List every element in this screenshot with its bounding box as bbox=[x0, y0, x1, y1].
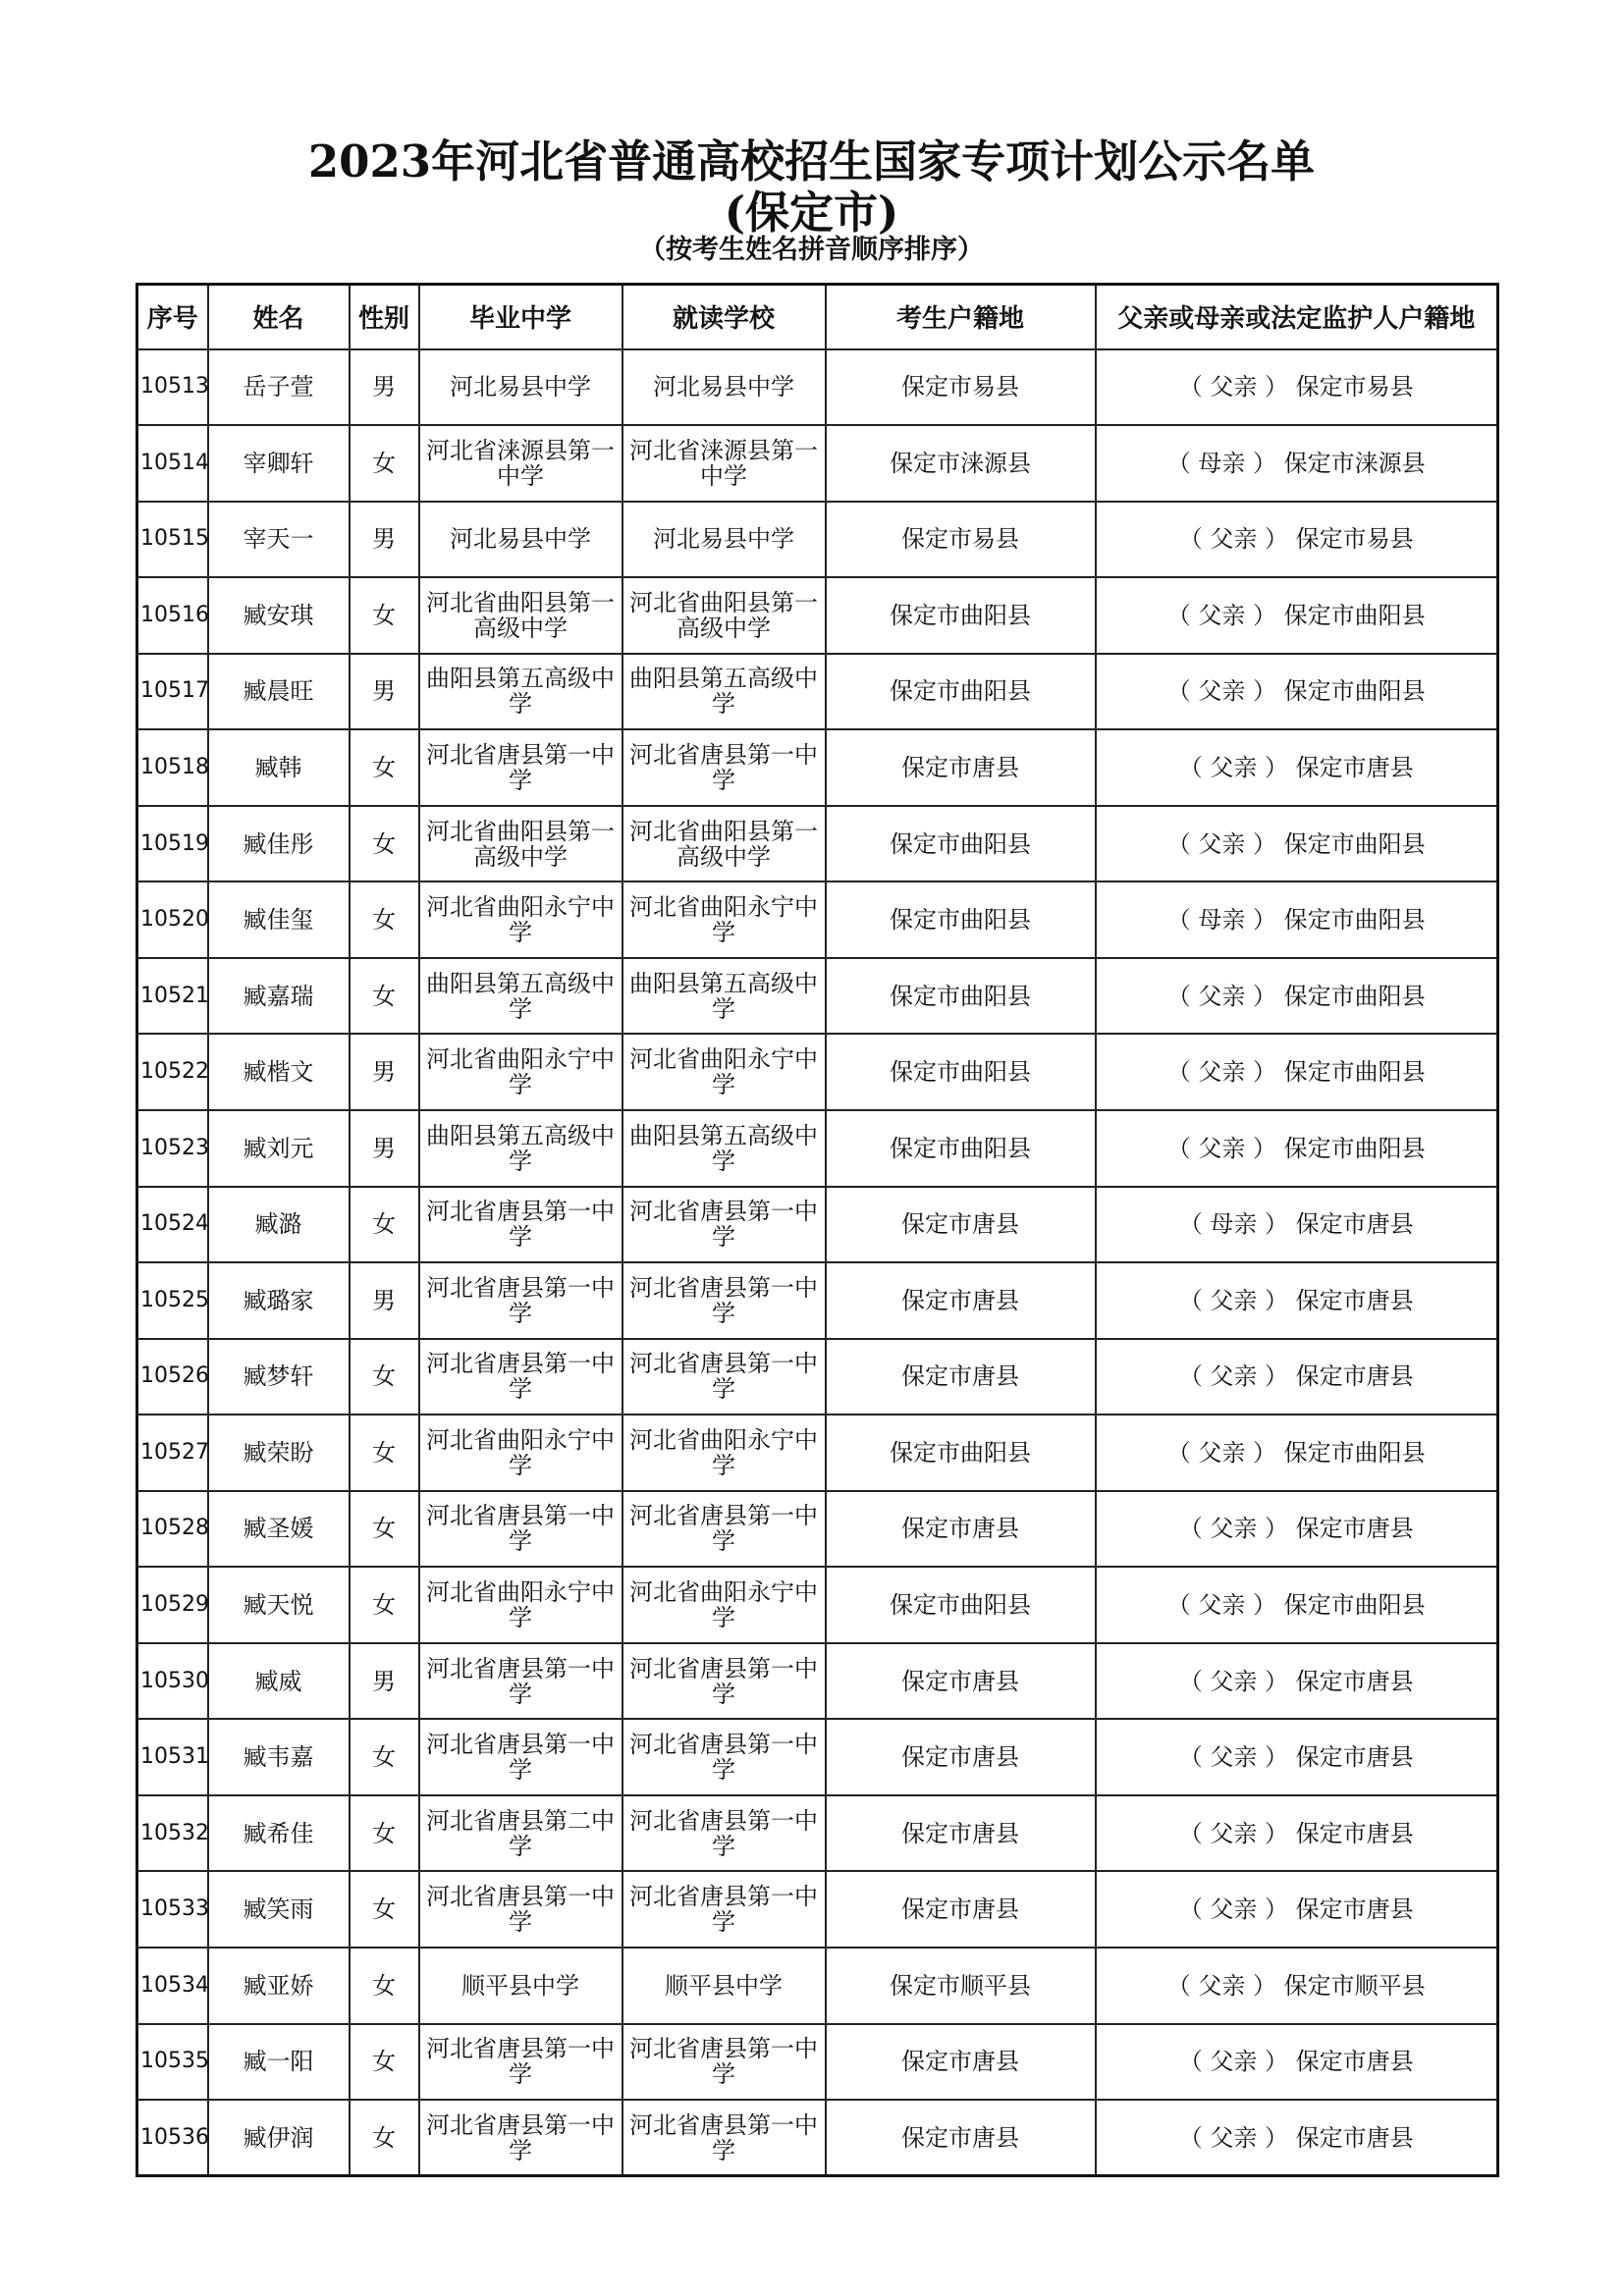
candidate-hukou-cell: 保定市曲阳县 bbox=[826, 1110, 1096, 1187]
serial-cell: 10535 bbox=[137, 2024, 208, 2101]
guardian-hukou-cell: （ 母亲 ） 保定市唐县 bbox=[1096, 1187, 1498, 1263]
table-row bbox=[137, 1643, 1498, 1720]
serial-cell: 10525 bbox=[137, 1262, 208, 1339]
graduation-school-cell: 河北省曲阳永宁中学 bbox=[419, 1567, 622, 1643]
current-school-cell: 河北易县中学 bbox=[622, 502, 826, 578]
current-school-cell: 河北省唐县第一中学 bbox=[622, 1643, 826, 1720]
gender-cell: 女 bbox=[350, 1719, 419, 1795]
current-school-cell: 曲阳县第五高级中学 bbox=[622, 1110, 826, 1187]
gender-cell: 男 bbox=[350, 654, 419, 730]
candidate-hukou-cell: 保定市唐县 bbox=[826, 1187, 1096, 1263]
current-school-cell: 河北省唐县第一中学 bbox=[622, 1339, 826, 1415]
current-school-cell: 河北省曲阳永宁中学 bbox=[622, 1567, 826, 1643]
current-school-cell: 河北省唐县第一中学 bbox=[622, 1491, 826, 1568]
name-cell: 臧韦嘉 bbox=[208, 1719, 350, 1795]
guardian-hukou-cell: （ 父亲 ） 保定市唐县 bbox=[1096, 1871, 1498, 1948]
gender-cell: 女 bbox=[350, 2100, 419, 2176]
graduation-school-cell: 河北省唐县第一中学 bbox=[419, 1719, 622, 1795]
candidate-table bbox=[135, 283, 1499, 2177]
table-row bbox=[137, 1187, 1498, 1263]
current-school-cell: 河北省唐县第一中学 bbox=[622, 729, 826, 806]
candidate-hukou-cell: 保定市曲阳县 bbox=[826, 654, 1096, 730]
table-row bbox=[137, 577, 1498, 654]
candidate-hukou-cell: 保定市曲阳县 bbox=[826, 1415, 1096, 1491]
name-cell: 臧希佳 bbox=[208, 1795, 350, 1872]
name-cell: 臧晨旺 bbox=[208, 654, 350, 730]
name-cell: 臧佳玺 bbox=[208, 881, 350, 958]
name-cell: 臧韩 bbox=[208, 729, 350, 806]
table-row bbox=[137, 1567, 1498, 1643]
name-cell: 臧天悦 bbox=[208, 1567, 350, 1643]
current-school-cell: 河北省唐县第一中学 bbox=[622, 2024, 826, 2101]
guardian-hukou-cell: （ 父亲 ） 保定市曲阳县 bbox=[1096, 958, 1498, 1035]
gender-cell: 女 bbox=[350, 1871, 419, 1948]
candidate-hukou-cell: 保定市唐县 bbox=[826, 1795, 1096, 1872]
graduation-school-cell: 河北省唐县第一中学 bbox=[419, 729, 622, 806]
name-cell: 臧威 bbox=[208, 1643, 350, 1720]
graduation-school-cell: 河北省曲阳永宁中学 bbox=[419, 1034, 622, 1110]
graduation-school-cell: 河北省唐县第一中学 bbox=[419, 1339, 622, 1415]
name-cell: 臧璐家 bbox=[208, 1262, 350, 1339]
guardian-hukou-cell: （ 父亲 ） 保定市唐县 bbox=[1096, 729, 1498, 806]
serial-cell: 10536 bbox=[137, 2100, 208, 2176]
serial-cell: 10529 bbox=[137, 1567, 208, 1643]
current-school-cell: 曲阳县第五高级中学 bbox=[622, 654, 826, 730]
graduation-school-cell: 河北省曲阳永宁中学 bbox=[419, 1415, 622, 1491]
graduation-school-cell: 河北省唐县第一中学 bbox=[419, 1187, 622, 1263]
graduation-school-cell: 河北易县中学 bbox=[419, 502, 622, 578]
gender-cell: 男 bbox=[350, 1262, 419, 1339]
col-header-graduation-school: 毕业中学 bbox=[419, 285, 622, 349]
graduation-school-cell: 河北省唐县第一中学 bbox=[419, 1491, 622, 1568]
guardian-hukou-cell: （ 父亲 ） 保定市唐县 bbox=[1096, 2100, 1498, 2176]
guardian-hukou-cell: （ 父亲 ） 保定市曲阳县 bbox=[1096, 1415, 1498, 1491]
table-header-row bbox=[137, 285, 1498, 349]
current-school-cell: 河北省涞源县第一中学 bbox=[622, 425, 826, 502]
serial-cell: 10528 bbox=[137, 1491, 208, 1568]
graduation-school-cell: 曲阳县第五高级中学 bbox=[419, 654, 622, 730]
document-title: 2023年河北省普通高校招生国家专项计划公示名单 bbox=[307, 135, 1316, 187]
serial-cell: 10532 bbox=[137, 1795, 208, 1872]
serial-cell: 10517 bbox=[137, 654, 208, 730]
graduation-school-cell: 河北省唐县第一中学 bbox=[419, 1871, 622, 1948]
current-school-cell: 河北省唐县第一中学 bbox=[622, 1795, 826, 1872]
table-row bbox=[137, 1339, 1498, 1415]
gender-cell: 男 bbox=[350, 349, 419, 426]
gender-cell: 男 bbox=[350, 1034, 419, 1110]
table-row bbox=[137, 1948, 1498, 2024]
gender-cell: 男 bbox=[350, 1110, 419, 1187]
current-school-cell: 河北省唐县第一中学 bbox=[622, 1187, 826, 1263]
guardian-hukou-cell: （ 父亲 ） 保定市曲阳县 bbox=[1096, 806, 1498, 882]
candidate-hukou-cell: 保定市涞源县 bbox=[826, 425, 1096, 502]
graduation-school-cell: 河北省涞源县第一中学 bbox=[419, 425, 622, 502]
current-school-cell: 河北省唐县第一中学 bbox=[622, 1871, 826, 1948]
serial-cell: 10526 bbox=[137, 1339, 208, 1415]
serial-cell: 10521 bbox=[137, 958, 208, 1035]
guardian-hukou-cell: （ 父亲 ） 保定市易县 bbox=[1096, 349, 1498, 426]
candidate-hukou-cell: 保定市唐县 bbox=[826, 1643, 1096, 1720]
serial-cell: 10527 bbox=[137, 1415, 208, 1491]
guardian-hukou-cell: （ 父亲 ） 保定市唐县 bbox=[1096, 1339, 1498, 1415]
table-row bbox=[137, 806, 1498, 882]
name-cell: 臧潞 bbox=[208, 1187, 350, 1263]
name-cell: 臧梦轩 bbox=[208, 1339, 350, 1415]
guardian-hukou-cell: （ 父亲 ） 保定市唐县 bbox=[1096, 1491, 1498, 1568]
table-row bbox=[137, 349, 1498, 426]
table-row bbox=[137, 729, 1498, 806]
gender-cell: 男 bbox=[350, 502, 419, 578]
guardian-hukou-cell: （ 母亲 ） 保定市曲阳县 bbox=[1096, 881, 1498, 958]
graduation-school-cell: 河北省唐县第一中学 bbox=[419, 2100, 622, 2176]
guardian-hukou-cell: （ 父亲 ） 保定市曲阳县 bbox=[1096, 1567, 1498, 1643]
name-cell: 臧楷文 bbox=[208, 1034, 350, 1110]
gender-cell: 女 bbox=[350, 881, 419, 958]
table-row bbox=[137, 1719, 1498, 1795]
name-cell: 岳子萱 bbox=[208, 349, 350, 426]
guardian-hukou-cell: （ 母亲 ） 保定市涞源县 bbox=[1096, 425, 1498, 502]
name-cell: 臧亚娇 bbox=[208, 1948, 350, 2024]
table-row bbox=[137, 425, 1498, 502]
gender-cell: 女 bbox=[350, 729, 419, 806]
current-school-cell: 河北易县中学 bbox=[622, 349, 826, 426]
gender-cell: 女 bbox=[350, 1948, 419, 2024]
table-row bbox=[137, 1795, 1498, 1872]
serial-cell: 10524 bbox=[137, 1187, 208, 1263]
serial-cell: 10523 bbox=[137, 1110, 208, 1187]
current-school-cell: 河北省唐县第一中学 bbox=[622, 1719, 826, 1795]
serial-cell: 10522 bbox=[137, 1034, 208, 1110]
graduation-school-cell: 河北省曲阳县第一高级中学 bbox=[419, 806, 622, 882]
serial-cell: 10533 bbox=[137, 1871, 208, 1948]
graduation-school-cell: 河北易县中学 bbox=[419, 349, 622, 426]
table-row bbox=[137, 1110, 1498, 1187]
table-row bbox=[137, 2024, 1498, 2101]
candidate-hukou-cell: 保定市曲阳县 bbox=[826, 1567, 1096, 1643]
guardian-hukou-cell: （ 父亲 ） 保定市唐县 bbox=[1096, 1643, 1498, 1720]
guardian-hukou-cell: （ 父亲 ） 保定市唐县 bbox=[1096, 1719, 1498, 1795]
graduation-school-cell: 顺平县中学 bbox=[419, 1948, 622, 2024]
serial-cell: 10531 bbox=[137, 1719, 208, 1795]
guardian-hukou-cell: （ 父亲 ） 保定市曲阳县 bbox=[1096, 577, 1498, 654]
guardian-hukou-cell: （ 父亲 ） 保定市唐县 bbox=[1096, 1795, 1498, 1872]
graduation-school-cell: 曲阳县第五高级中学 bbox=[419, 958, 622, 1035]
name-cell: 臧荣盼 bbox=[208, 1415, 350, 1491]
serial-cell: 10530 bbox=[137, 1643, 208, 1720]
name-cell: 臧安琪 bbox=[208, 577, 350, 654]
table-row bbox=[137, 1034, 1498, 1110]
candidate-hukou-cell: 保定市曲阳县 bbox=[826, 806, 1096, 882]
guardian-hukou-cell: （ 父亲 ） 保定市曲阳县 bbox=[1096, 1110, 1498, 1187]
gender-cell: 女 bbox=[350, 1339, 419, 1415]
guardian-hukou-cell: （ 父亲 ） 保定市顺平县 bbox=[1096, 1948, 1498, 2024]
current-school-cell: 河北省曲阳县第一高级中学 bbox=[622, 577, 826, 654]
serial-cell: 10534 bbox=[137, 1948, 208, 2024]
candidate-hukou-cell: 保定市唐县 bbox=[826, 1262, 1096, 1339]
candidate-hukou-cell: 保定市曲阳县 bbox=[826, 881, 1096, 958]
graduation-school-cell: 曲阳县第五高级中学 bbox=[419, 1110, 622, 1187]
table-row bbox=[137, 1871, 1498, 1948]
graduation-school-cell: 河北省曲阳县第一高级中学 bbox=[419, 577, 622, 654]
name-cell: 臧嘉瑞 bbox=[208, 958, 350, 1035]
guardian-hukou-cell: （ 父亲 ） 保定市易县 bbox=[1096, 502, 1498, 578]
current-school-cell: 河北省唐县第一中学 bbox=[622, 2100, 826, 2176]
current-school-cell: 河北省曲阳永宁中学 bbox=[622, 881, 826, 958]
guardian-hukou-cell: （ 父亲 ） 保定市唐县 bbox=[1096, 1262, 1498, 1339]
graduation-school-cell: 河北省唐县第一中学 bbox=[419, 2024, 622, 2101]
current-school-cell: 曲阳县第五高级中学 bbox=[622, 958, 826, 1035]
col-header-serial: 序号 bbox=[137, 285, 208, 349]
name-cell: 臧佳彤 bbox=[208, 806, 350, 882]
name-cell: 臧笑雨 bbox=[208, 1871, 350, 1948]
serial-cell: 10516 bbox=[137, 577, 208, 654]
table-row bbox=[137, 502, 1498, 578]
gender-cell: 男 bbox=[350, 1643, 419, 1720]
graduation-school-cell: 河北省唐县第一中学 bbox=[419, 1643, 622, 1720]
candidate-hukou-cell: 保定市唐县 bbox=[826, 1871, 1096, 1948]
candidate-hukou-cell: 保定市易县 bbox=[826, 349, 1096, 426]
sort-note: （按考生姓名拼音顺序排序） bbox=[639, 235, 984, 265]
table-row bbox=[137, 1415, 1498, 1491]
col-header-guardian-hukou: 父亲或母亲或法定监护人户籍地 bbox=[1096, 285, 1498, 349]
serial-cell: 10515 bbox=[137, 502, 208, 578]
table-row bbox=[137, 958, 1498, 1035]
candidate-hukou-cell: 保定市唐县 bbox=[826, 1491, 1096, 1568]
table-row bbox=[137, 654, 1498, 730]
city-subtitle: (保定市) bbox=[724, 187, 899, 239]
name-cell: 宰天一 bbox=[208, 502, 350, 578]
name-cell: 臧伊润 bbox=[208, 2100, 350, 2176]
graduation-school-cell: 河北省唐县第二中学 bbox=[419, 1795, 622, 1872]
serial-cell: 10513 bbox=[137, 349, 208, 426]
candidate-hukou-cell: 保定市唐县 bbox=[826, 1719, 1096, 1795]
candidate-hukou-cell: 保定市曲阳县 bbox=[826, 1034, 1096, 1110]
serial-cell: 10518 bbox=[137, 729, 208, 806]
candidate-hukou-cell: 保定市唐县 bbox=[826, 729, 1096, 806]
candidate-hukou-cell: 保定市唐县 bbox=[826, 1339, 1096, 1415]
candidate-hukou-cell: 保定市顺平县 bbox=[826, 1948, 1096, 2024]
name-cell: 臧圣媛 bbox=[208, 1491, 350, 1568]
col-header-candidate-hukou: 考生户籍地 bbox=[826, 285, 1096, 349]
gender-cell: 女 bbox=[350, 2024, 419, 2101]
graduation-school-cell: 河北省曲阳永宁中学 bbox=[419, 881, 622, 958]
gender-cell: 女 bbox=[350, 1795, 419, 1872]
col-header-name: 姓名 bbox=[208, 285, 350, 349]
serial-cell: 10519 bbox=[137, 806, 208, 882]
candidate-hukou-cell: 保定市曲阳县 bbox=[826, 577, 1096, 654]
gender-cell: 女 bbox=[350, 806, 419, 882]
graduation-school-cell: 河北省唐县第一中学 bbox=[419, 1262, 622, 1339]
current-school-cell: 河北省唐县第一中学 bbox=[622, 1262, 826, 1339]
current-school-cell: 顺平县中学 bbox=[622, 1948, 826, 2024]
current-school-cell: 河北省曲阳永宁中学 bbox=[622, 1034, 826, 1110]
name-cell: 宰卿轩 bbox=[208, 425, 350, 502]
table-row bbox=[137, 881, 1498, 958]
gender-cell: 女 bbox=[350, 1415, 419, 1491]
guardian-hukou-cell: （ 父亲 ） 保定市曲阳县 bbox=[1096, 654, 1498, 730]
guardian-hukou-cell: （ 父亲 ） 保定市曲阳县 bbox=[1096, 1034, 1498, 1110]
name-cell: 臧刘元 bbox=[208, 1110, 350, 1187]
table-row bbox=[137, 1262, 1498, 1339]
serial-cell: 10520 bbox=[137, 881, 208, 958]
gender-cell: 女 bbox=[350, 425, 419, 502]
name-cell: 臧一阳 bbox=[208, 2024, 350, 2101]
gender-cell: 女 bbox=[350, 1187, 419, 1263]
table-body bbox=[137, 349, 1498, 2176]
gender-cell: 女 bbox=[350, 577, 419, 654]
candidate-hukou-cell: 保定市唐县 bbox=[826, 2024, 1096, 2101]
candidate-hukou-cell: 保定市唐县 bbox=[826, 2100, 1096, 2176]
col-header-gender: 性别 bbox=[350, 285, 419, 349]
gender-cell: 女 bbox=[350, 958, 419, 1035]
gender-cell: 女 bbox=[350, 1491, 419, 1568]
table-row bbox=[137, 1491, 1498, 1568]
table-row bbox=[137, 2100, 1498, 2176]
guardian-hukou-cell: （ 父亲 ） 保定市唐县 bbox=[1096, 2024, 1498, 2101]
current-school-cell: 河北省曲阳永宁中学 bbox=[622, 1415, 826, 1491]
candidate-hukou-cell: 保定市易县 bbox=[826, 502, 1096, 578]
current-school-cell: 河北省曲阳县第一高级中学 bbox=[622, 806, 826, 882]
gender-cell: 女 bbox=[350, 1567, 419, 1643]
candidate-hukou-cell: 保定市曲阳县 bbox=[826, 958, 1096, 1035]
serial-cell: 10514 bbox=[137, 425, 208, 502]
col-header-current-school: 就读学校 bbox=[622, 285, 826, 349]
